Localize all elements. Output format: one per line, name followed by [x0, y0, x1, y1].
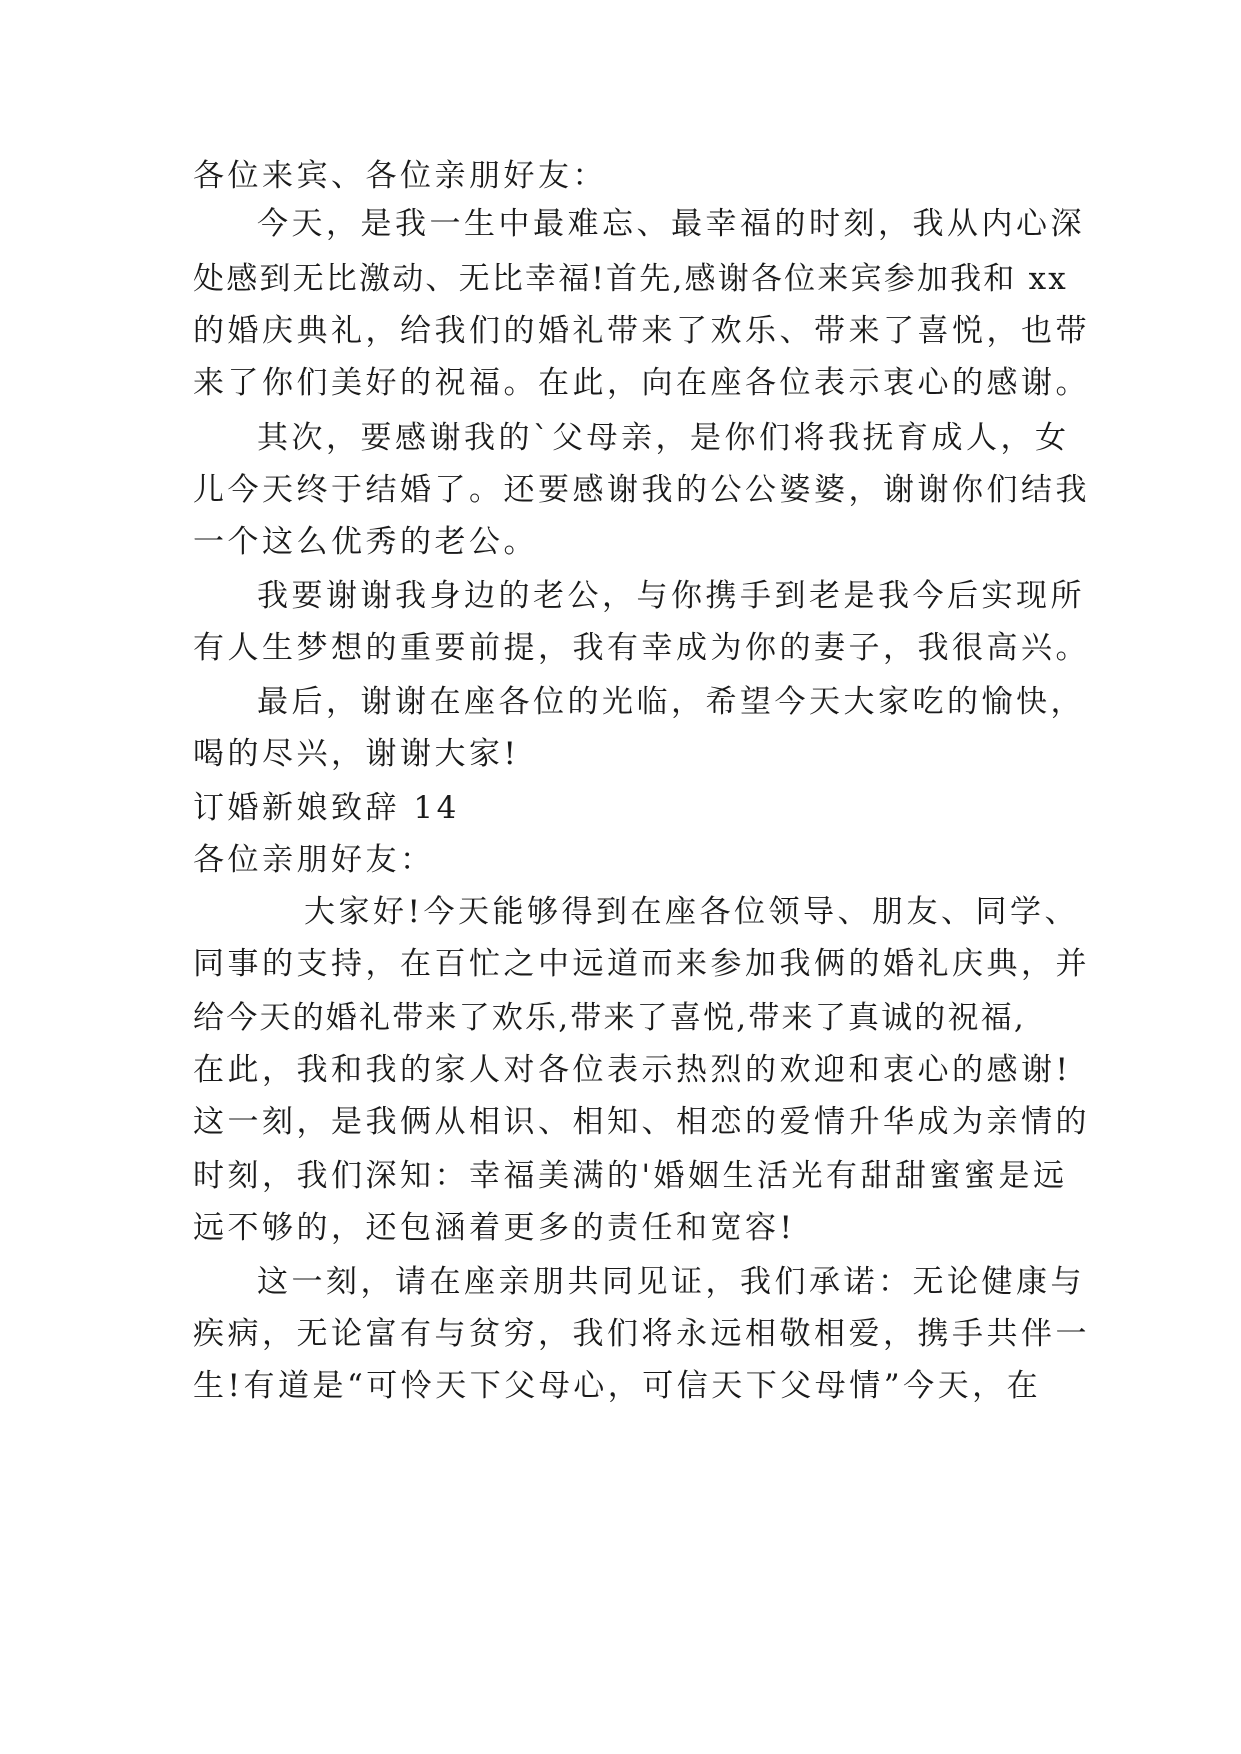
paragraph-line: 时刻，我们深知：幸福美满的'婚姻生活光有甜甜蜜蜜是远 — [193, 1158, 1068, 1194]
paragraph-line: 处感到无比激动、无比幸福!首先,感谢各位来宾参加我和 xx — [193, 261, 1068, 297]
paragraph-line: 疾病，无论富有与贫穷，我们将永远相敬相爱，携手共伴一 — [193, 1316, 1090, 1352]
paragraph-line: 儿今天终于结婚了。还要感谢我的公公婆婆，谢谢你们结我 — [193, 472, 1090, 508]
paragraph-line: 有人生梦想的重要前提，我有幸成为你的妻子，我很高兴。 — [193, 630, 1090, 666]
paragraph-line: 来了你们美好的祝福。在此，向在座各位表示衷心的感谢。 — [193, 365, 1090, 401]
paragraph-line: 一个这么优秀的老公。 — [193, 524, 538, 560]
paragraph-line: 这一刻，请在座亲朋共同见证，我们承诺：无论健康与 — [257, 1264, 1085, 1300]
greeting-line: 各位亲朋好友： — [193, 842, 435, 878]
paragraph-line: 今天，是我一生中最难忘、最幸福的时刻，我从内心深 — [257, 206, 1085, 242]
paragraph-line: 最后，谢谢在座各位的光临，希望今天大家吃的愉快， — [257, 684, 1085, 720]
paragraph-line: 其次，要感谢我的`父母亲，是你们将我抚育成人，女 — [257, 420, 1070, 456]
paragraph-line: 在此，我和我的家人对各位表示热烈的欢迎和衷心的感谢! — [193, 1052, 1072, 1088]
paragraph-line: 大家好!今天能够得到在座各位领导、朋友、同学、 — [304, 894, 1079, 930]
paragraph-line: 同事的支持，在百忙之中远道而来参加我俩的婚礼庆典，并 — [193, 946, 1090, 982]
section-heading: 订婚新娘致辞 14 — [193, 790, 460, 826]
paragraph-line: 我要谢谢我身边的老公，与你携手到老是我今后实现所 — [257, 578, 1085, 614]
greeting-line: 各位来宾、各位亲朋好友： — [193, 158, 607, 194]
paragraph-line: 给今天的婚礼带来了欢乐,带来了喜悦,带来了真诚的祝福, — [193, 1000, 1026, 1036]
paragraph-line: 生!有道是“可怜天下父母心，可信天下父母情”今天，在 — [193, 1368, 1042, 1404]
paragraph-line: 这一刻，是我俩从相识、相知、相恋的爱情升华成为亲情的 — [193, 1104, 1090, 1140]
paragraph-line: 的婚庆典礼，给我们的婚礼带来了欢乐、带来了喜悦，也带 — [193, 313, 1090, 349]
paragraph-line: 喝的尽兴，谢谢大家! — [193, 736, 520, 772]
paragraph-line: 远不够的，还包涵着更多的责任和宽容! — [193, 1210, 796, 1246]
